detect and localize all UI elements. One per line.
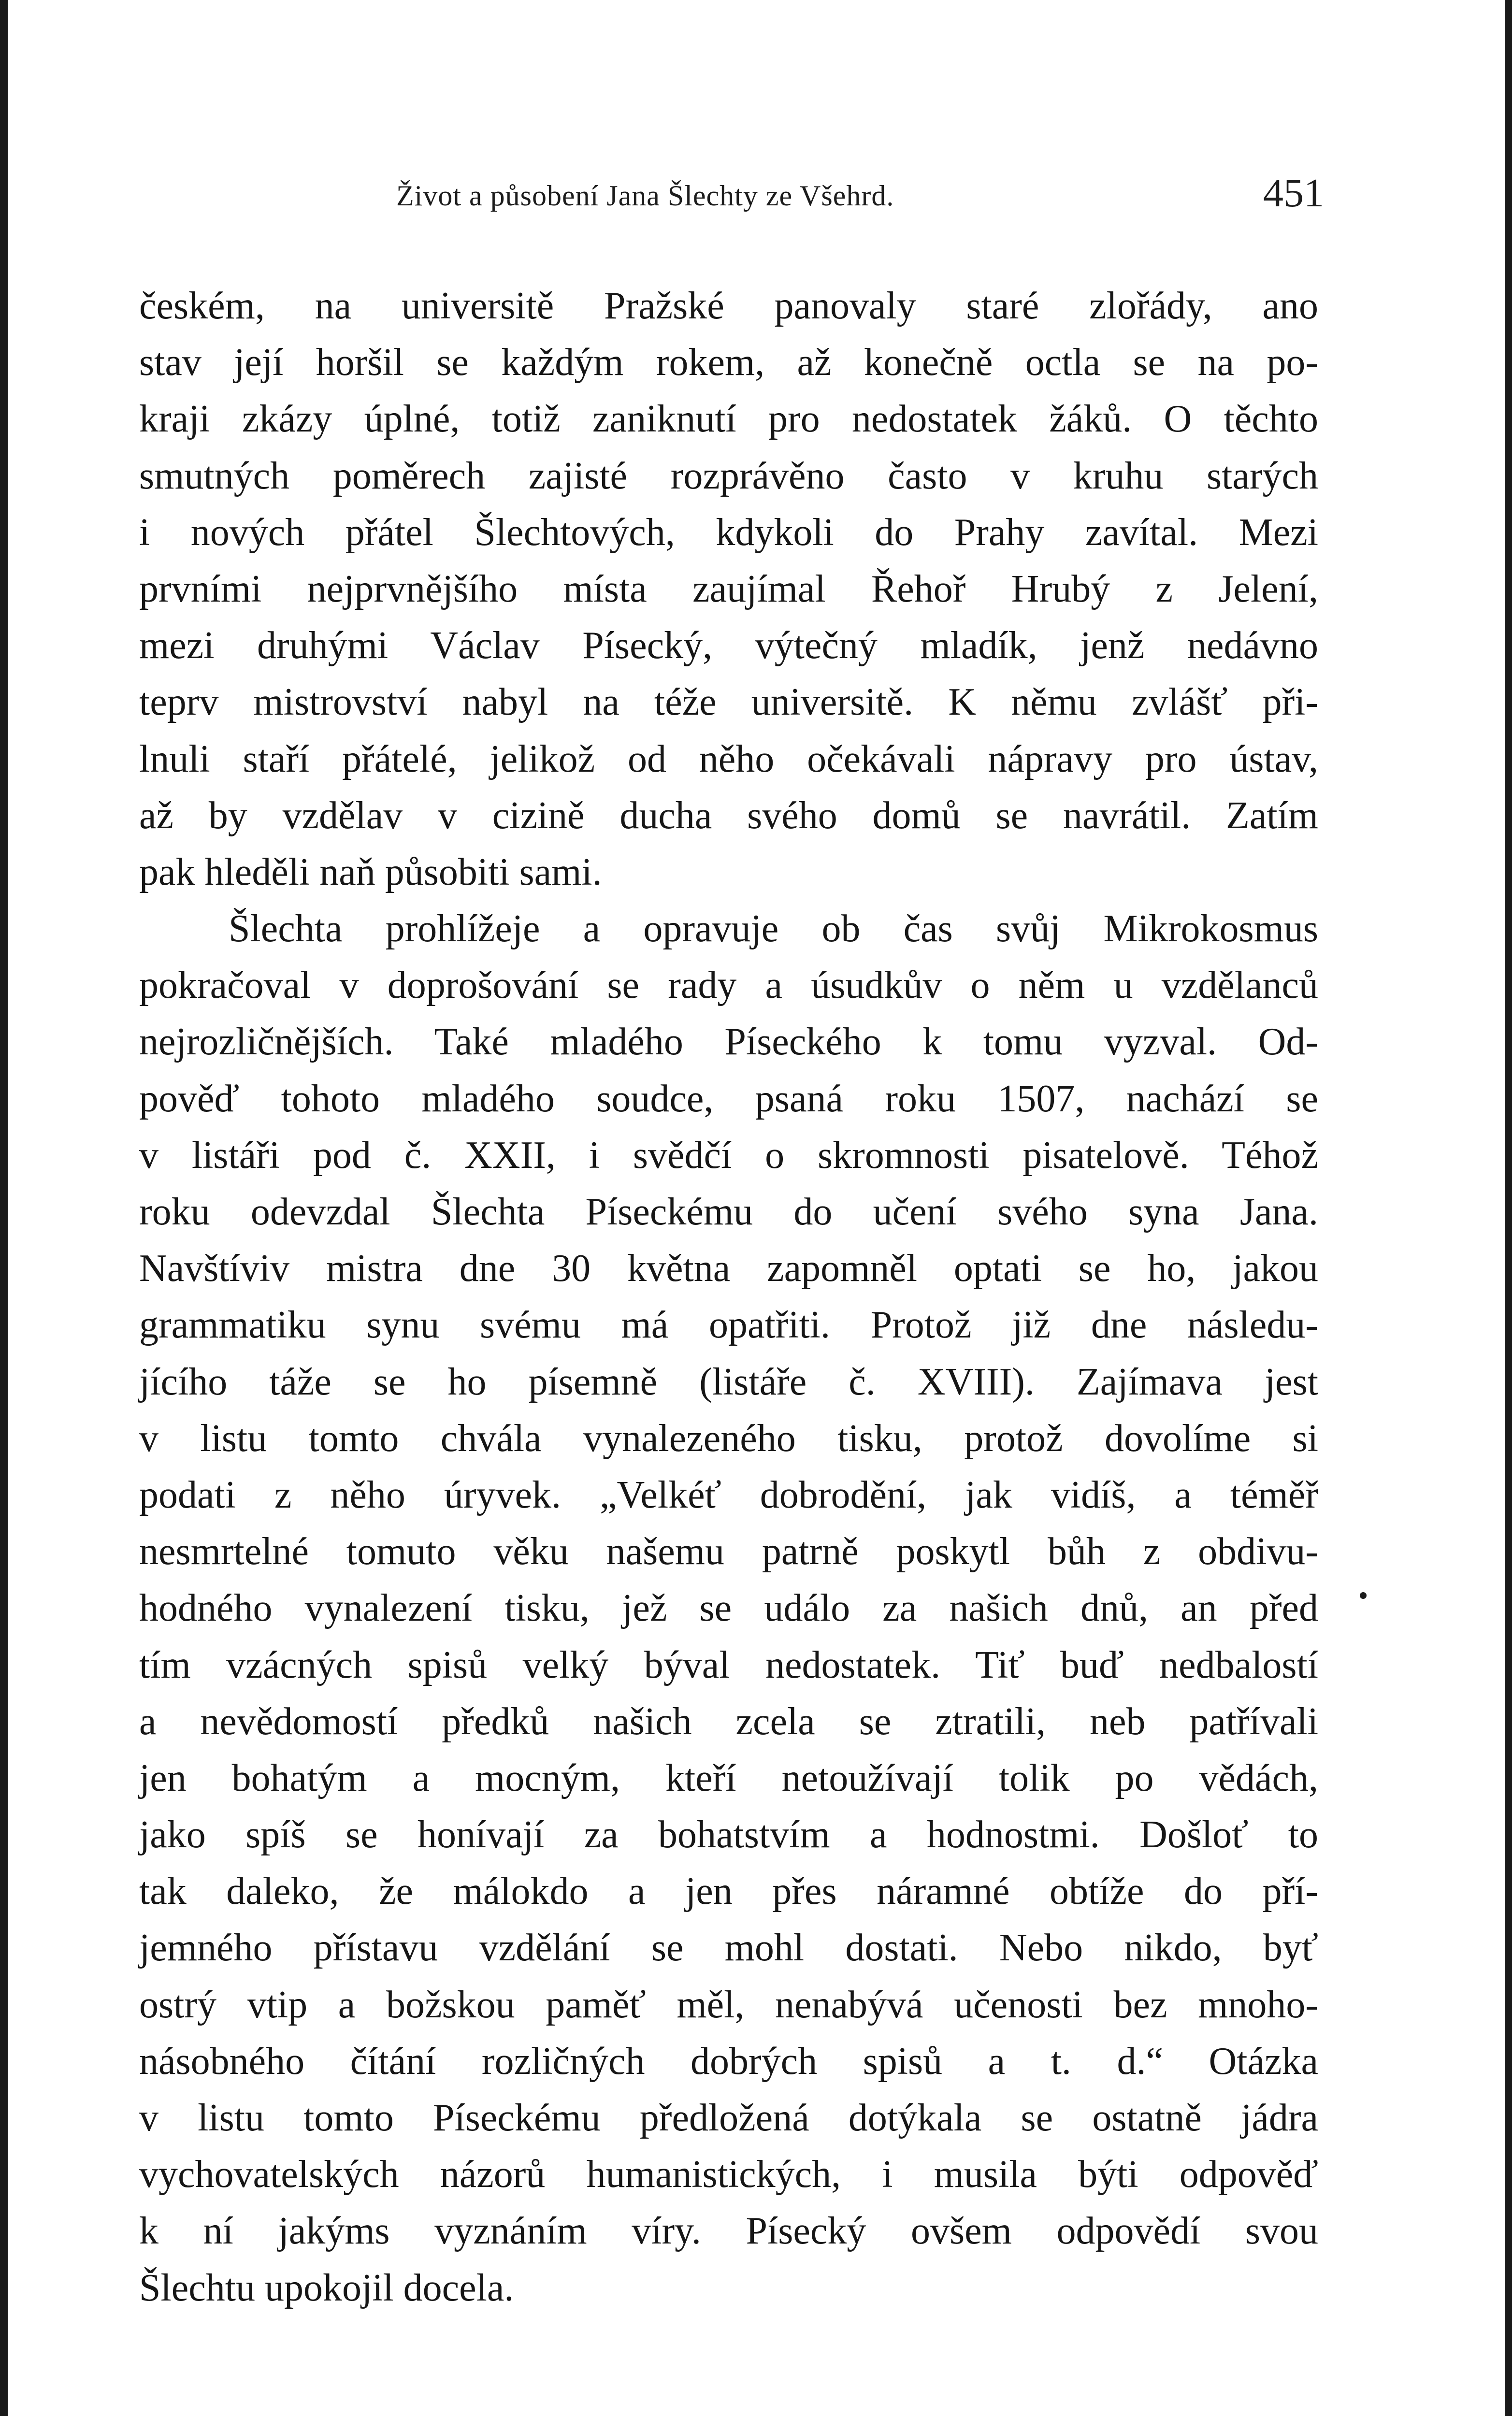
text-line: hodného vynalezení tisku, jež se událo za našich dnů, an před (139, 1587, 1318, 1630)
text-line: jen bohatým a mocným, kteří netoužívají tolik po vědách, (139, 1756, 1318, 1799)
text-line: prvními nejprvnějšího místa zaujímal Řehoř Hrubý z Jelení, (139, 567, 1318, 610)
margin-ink-dot (1360, 1592, 1367, 1599)
scan-right-border (1505, 0, 1512, 2416)
text-line: ostrý vtip a božskou paměť měl, nenabývá učenosti bez mnoho- (139, 1983, 1318, 2026)
text-line: násobného čítání rozličných dobrých spisů a t. d.“ Otázka (139, 2040, 1318, 2083)
text-line: českém, na universitě Pražské panovaly staré zlořády, ano (139, 285, 1318, 327)
text-line: smutných poměrech zajisté rozprávěno často v kruhu starých (139, 454, 1318, 497)
text-line: jícího táže se ho písemně (listáře č. XVIII). Zajímava jest (139, 1360, 1318, 1403)
text-line: i nových přátel Šlechtových, kdykoli do Prahy zavítal. Mezi (139, 511, 1318, 554)
running-head: Život a působení Jana Šlechty ze Všehrd. (396, 180, 894, 212)
text-line: až by vzdělav v cizině ducha svého domů se navrátil. Zatím (139, 794, 1318, 837)
text-line: roku odevzdal Šlechta Píseckému do učení svého syna Jana. (139, 1191, 1318, 1233)
text-line: Navštíviv mistra dne 30 května zapomněl optati se ho, jakou (139, 1247, 1318, 1290)
text-line: Šlechta prohlížeje a opravuje ob čas svůj Mikrokosmus (229, 907, 1318, 950)
text-line: nesmrtelné tomuto věku našemu patrně poskytl bůh z obdivu- (139, 1530, 1318, 1573)
text-line: vychovatelských názorů humanistických, i musila býti odpověď (139, 2153, 1318, 2196)
text-line: teprv mistrovství nabyl na téže universitě. K němu zvlášť při- (139, 681, 1318, 724)
text-line: grammatiku synu svému má opatřiti. Protož již dne následu- (139, 1304, 1318, 1347)
text-line: lnuli staří přátelé, jelikož od něho očekávali nápravy pro ústav, (139, 737, 1318, 780)
paragraph-2 (139, 901, 1318, 2316)
text-line: nejrozličnějších. Také mladého Píseckého k tomu vyzval. Od- (139, 1021, 1318, 1064)
text-line: v listáři pod č. XXII, i svědčí o skromnosti pisatelově. Téhož (139, 1134, 1318, 1177)
scan-left-border (0, 0, 8, 2416)
text-line: pak hleděli naň působiti sami. (139, 850, 602, 893)
text-line: v listu tomto chvála vynalezeného tisku, protož dovolíme si (139, 1417, 1318, 1460)
text-line: v listu tomto Píseckému předložená dotýkala se ostatně jádra (139, 2097, 1318, 2139)
text-line: k ní jakýms vyznáním víry. Písecký ovšem odpovědí svou (139, 2210, 1318, 2253)
text-line: tak daleko, že málokdo a jen přes náramné obtíže do pří- (139, 1870, 1318, 1913)
text-line: pověď tohoto mladého soudce, psaná roku 1507, nachází se (139, 1077, 1318, 1120)
text-line: stav její horšil se každým rokem, až konečně octla se na po- (139, 341, 1318, 384)
text-line: pokračoval v doprošování se rady a úsudkův o něm u vzdělanců (139, 964, 1318, 1007)
body-text (139, 278, 1318, 2316)
text-line: tím vzácných spisů velký býval nedostatek. Tiť buď nedbalostí (139, 1643, 1318, 1686)
text-line: mezi druhými Václav Písecký, výtečný mladík, jenž nedávno (139, 624, 1318, 667)
text-line: jemného přístavu vzdělání se mohl dostati. Nebo nikdo, byť (139, 1927, 1318, 1970)
text-line: Šlechtu upokojil docela. (139, 2266, 514, 2309)
text-line: a nevědomostí předků našich zcela se ztratili, neb patřívali (139, 1700, 1318, 1743)
page-number: 451 (1263, 171, 1324, 216)
text-line: podati z něho úryvek. „Velkéť dobrodění, jak vidíš, a téměř (139, 1473, 1318, 1516)
text-line: kraji zkázy úplné, totiž zaniknutí pro nedostatek žáků. O těchto (139, 398, 1318, 441)
paragraph-1 (139, 278, 1318, 901)
text-line: jako spíš se honívají za bohatstvím a hodnostmi. Došloť to (139, 1813, 1318, 1856)
